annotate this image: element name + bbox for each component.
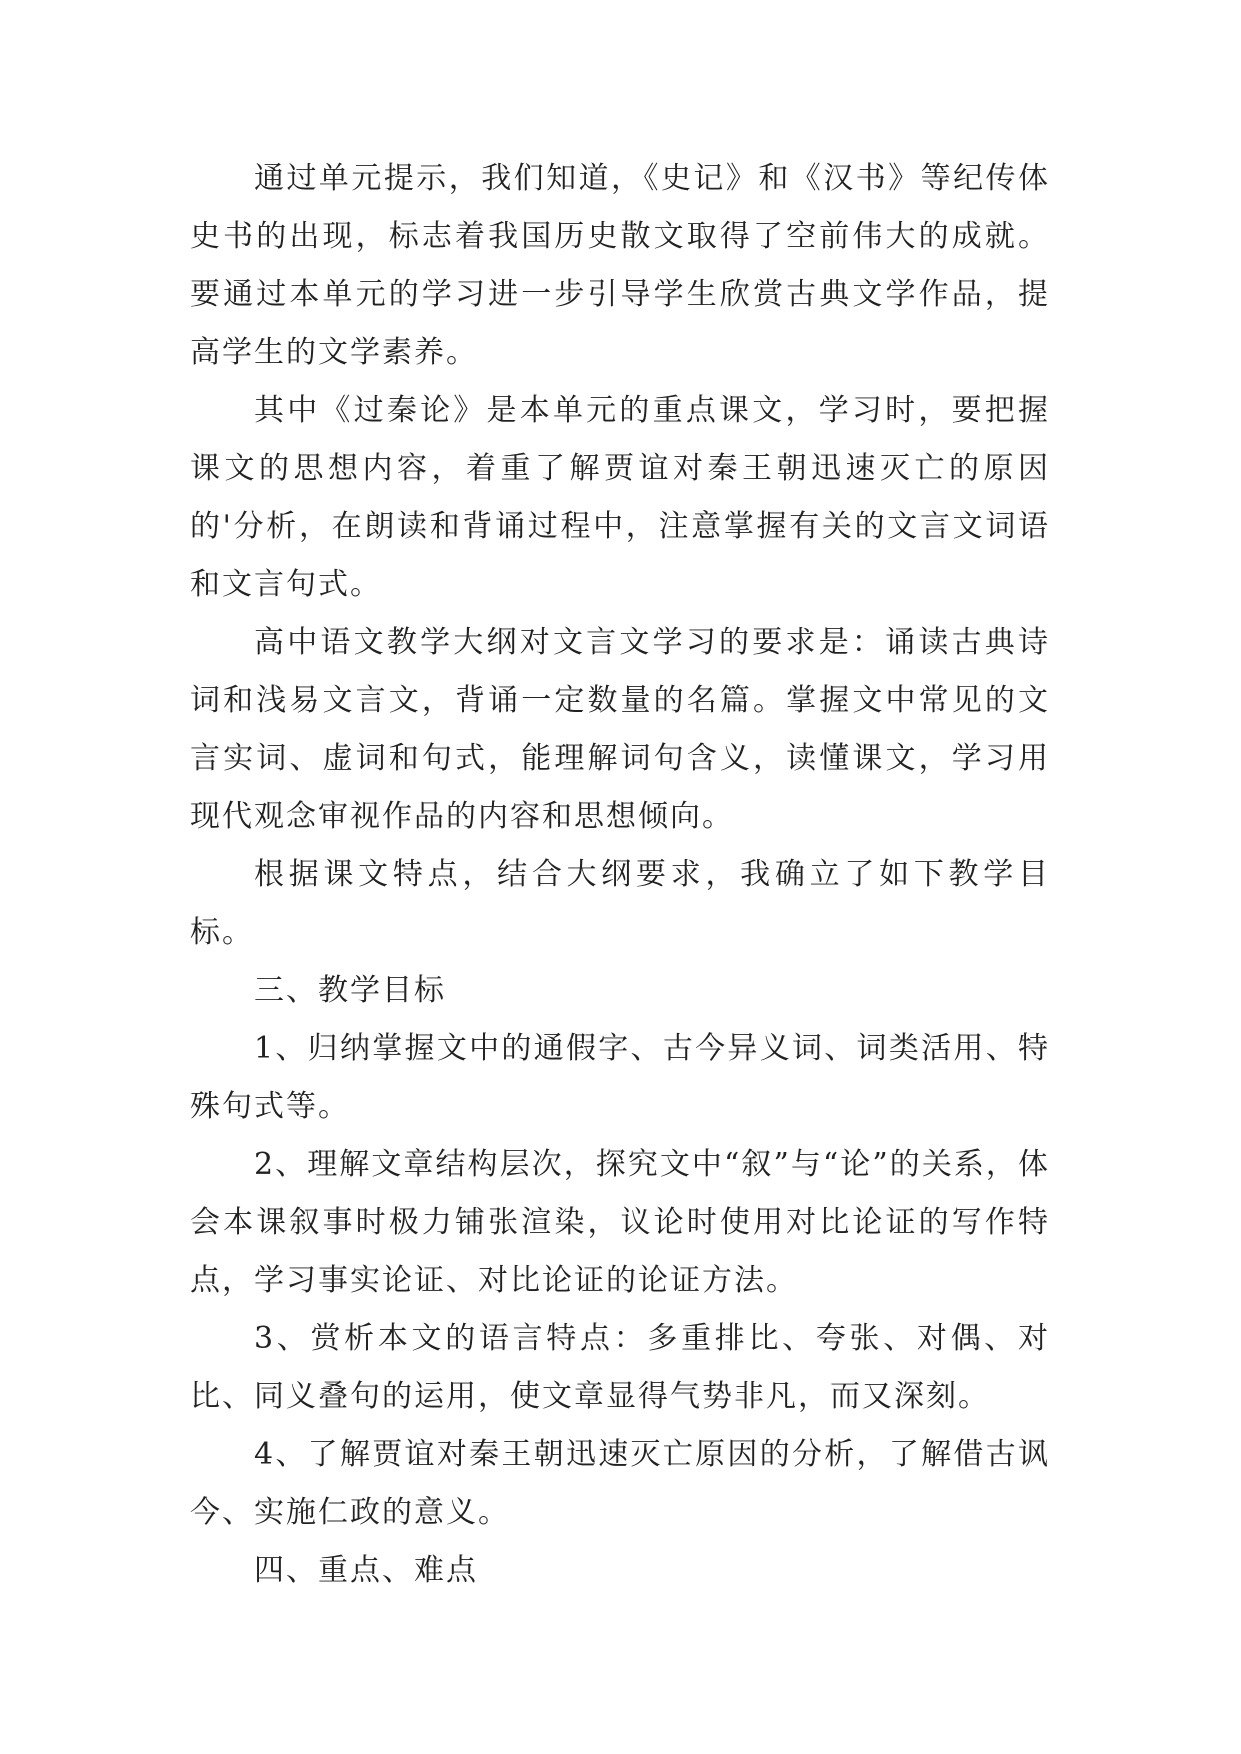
goal-item-3: 3、赏析本文的语言特点：多重排比、夸张、对偶、对比、同义叠句的运用，使文章显得气势非凡，而又深刻。 (190, 1321, 1050, 1414)
paragraph-syllabus: 高中语文教学大纲对文言文学习的要求是：诵读古典诗词和浅易文言文，背诵一定数量的名篇。掌握文中常见的文言实词、虚词和句式，能理解词句含义，读懂课文，学习用现代观念审视作品的内容和思想倾向。 (190, 625, 1050, 834)
goal-item-2: 2、理解文章结构层次，探究文中“叙”与“论”的关系，体会本课叙事时极力铺张渲染，议论时使用对比论证的写作特点，学习事实论证、对比论证的论证方法。 (190, 1147, 1050, 1298)
paragraph-unit-intro: 通过单元提示，我们知道，《史记》和《汉书》等纪传体史书的出现，标志着我国历史散文取得了空前伟大的成就。要通过本单元的学习进一步引导学生欣赏古典文学作品，提高学生的文学素养。 (190, 161, 1050, 370)
goal-item-4: 4、了解贾谊对秦王朝迅速灭亡原因的分析，了解借古讽今、实施仁政的意义。 (190, 1437, 1050, 1530)
section-heading-key-points: 四、重点、难点 (254, 1553, 478, 1588)
paragraph-key-text: 其中《过秦论》是本单元的重点课文，学习时，要把握课文的思想内容，着重了解贾谊对秦王朝迅速灭亡的原因的'分析，在朗读和背诵过程中，注意掌握有关的文言文词语和文言句式。 (190, 393, 1050, 602)
paragraph-goals-intro: 根据课文特点，结合大纲要求，我确立了如下教学目标。 (190, 857, 1050, 950)
document-page (190, 150, 1050, 1600)
section-heading-goals: 三、教学目标 (254, 973, 446, 1008)
goal-item-1: 1、归纳掌握文中的通假字、古今异义词、词类活用、特殊句式等。 (190, 1031, 1050, 1124)
